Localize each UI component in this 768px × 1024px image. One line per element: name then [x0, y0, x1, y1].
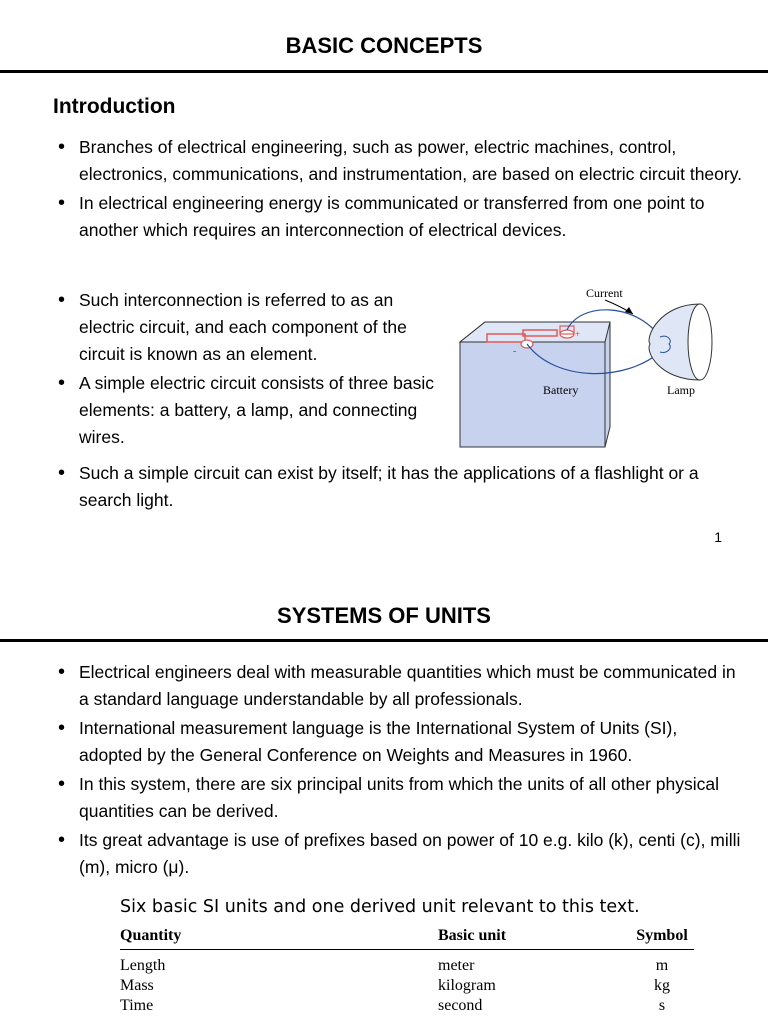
units-table [120, 925, 694, 1016]
bullet-item: • Such interconnection is referred to as an electric circuit, and each component of the circuit is known as an element. [53, 287, 438, 368]
battery-lamp-circuit-diagram [455, 282, 720, 452]
page-number: 1 [714, 529, 722, 545]
bullet-item: • In electrical engineering energy is communicated or transferred from one point to another which requires an interconnection of electrical devices. [53, 190, 743, 244]
cell-quantity: Mass [120, 977, 154, 994]
slide-title-basic-concepts: BASIC CONCEPTS [285, 33, 483, 58]
table-header-row [120, 925, 694, 950]
bullet-item: • International measurement language is the International System of Units (SI), adopted by the General Conference on Weights and Measures in 1960. [53, 715, 743, 769]
header-symbol: Symbol [630, 925, 694, 950]
bullet-item: • In this system, there are six principal units from which the units of all other physical quantities can be derived. [53, 771, 743, 825]
units-bullet-list [53, 659, 743, 883]
cell-symbol: s [658, 997, 666, 1014]
bullet-item: • A simple electric circuit consists of three basic elements: a battery, a lamp, and connecting wires. [53, 370, 438, 451]
table-caption: Six basic SI units and one derived unit relevant to this text. [120, 897, 640, 917]
cell-quantity: Time [120, 997, 154, 1014]
title-divider [0, 639, 768, 642]
cell-quantity: Length [120, 957, 166, 974]
slide-title-systems-of-units: SYSTEMS OF UNITS [277, 603, 491, 628]
minus-sign: - [513, 346, 517, 357]
header-quantity: Quantity [120, 925, 438, 950]
intro-bullet-list-top [53, 134, 743, 246]
label-battery: Battery [543, 383, 579, 397]
plus-sign: + [575, 329, 581, 339]
table-row [120, 976, 694, 996]
battery-top [460, 322, 610, 342]
table-row [120, 950, 694, 977]
lamp-lens [688, 304, 712, 380]
intro-bullet-list-bottom [53, 460, 743, 516]
bullet-item: • Such a simple circuit can exist by itself; it has the applications of a flashlight or a search light. [53, 460, 743, 514]
intro-bullet-list-side [53, 287, 438, 453]
label-current: Current [586, 286, 623, 300]
cell-symbol: m [655, 957, 669, 974]
cell-symbol: kg [654, 977, 670, 994]
cell-unit: kilogram [438, 977, 496, 994]
bullet-item: • Branches of electrical engineering, such as power, electric machines, control, electronics, communications, and instrumentation, are based on electric circuit theory. [53, 134, 743, 188]
bullet-item: • Its great advantage is use of prefixes based on power of 10 e.g. kilo (k), centi (c), milli (m), micro (μ). [53, 827, 743, 881]
title-divider [0, 70, 768, 73]
bullet-item: • Electrical engineers deal with measurable quantities which must be communicated in a standard language understandable by all professionals. [53, 659, 743, 713]
si-units-table [120, 897, 694, 1016]
label-lamp: Lamp [667, 383, 695, 397]
table-row [120, 996, 694, 1016]
header-basic-unit: Basic unit [438, 925, 630, 950]
cell-unit: meter [438, 957, 475, 974]
cell-unit: second [438, 997, 483, 1014]
section-heading-introduction: Introduction [53, 95, 176, 118]
